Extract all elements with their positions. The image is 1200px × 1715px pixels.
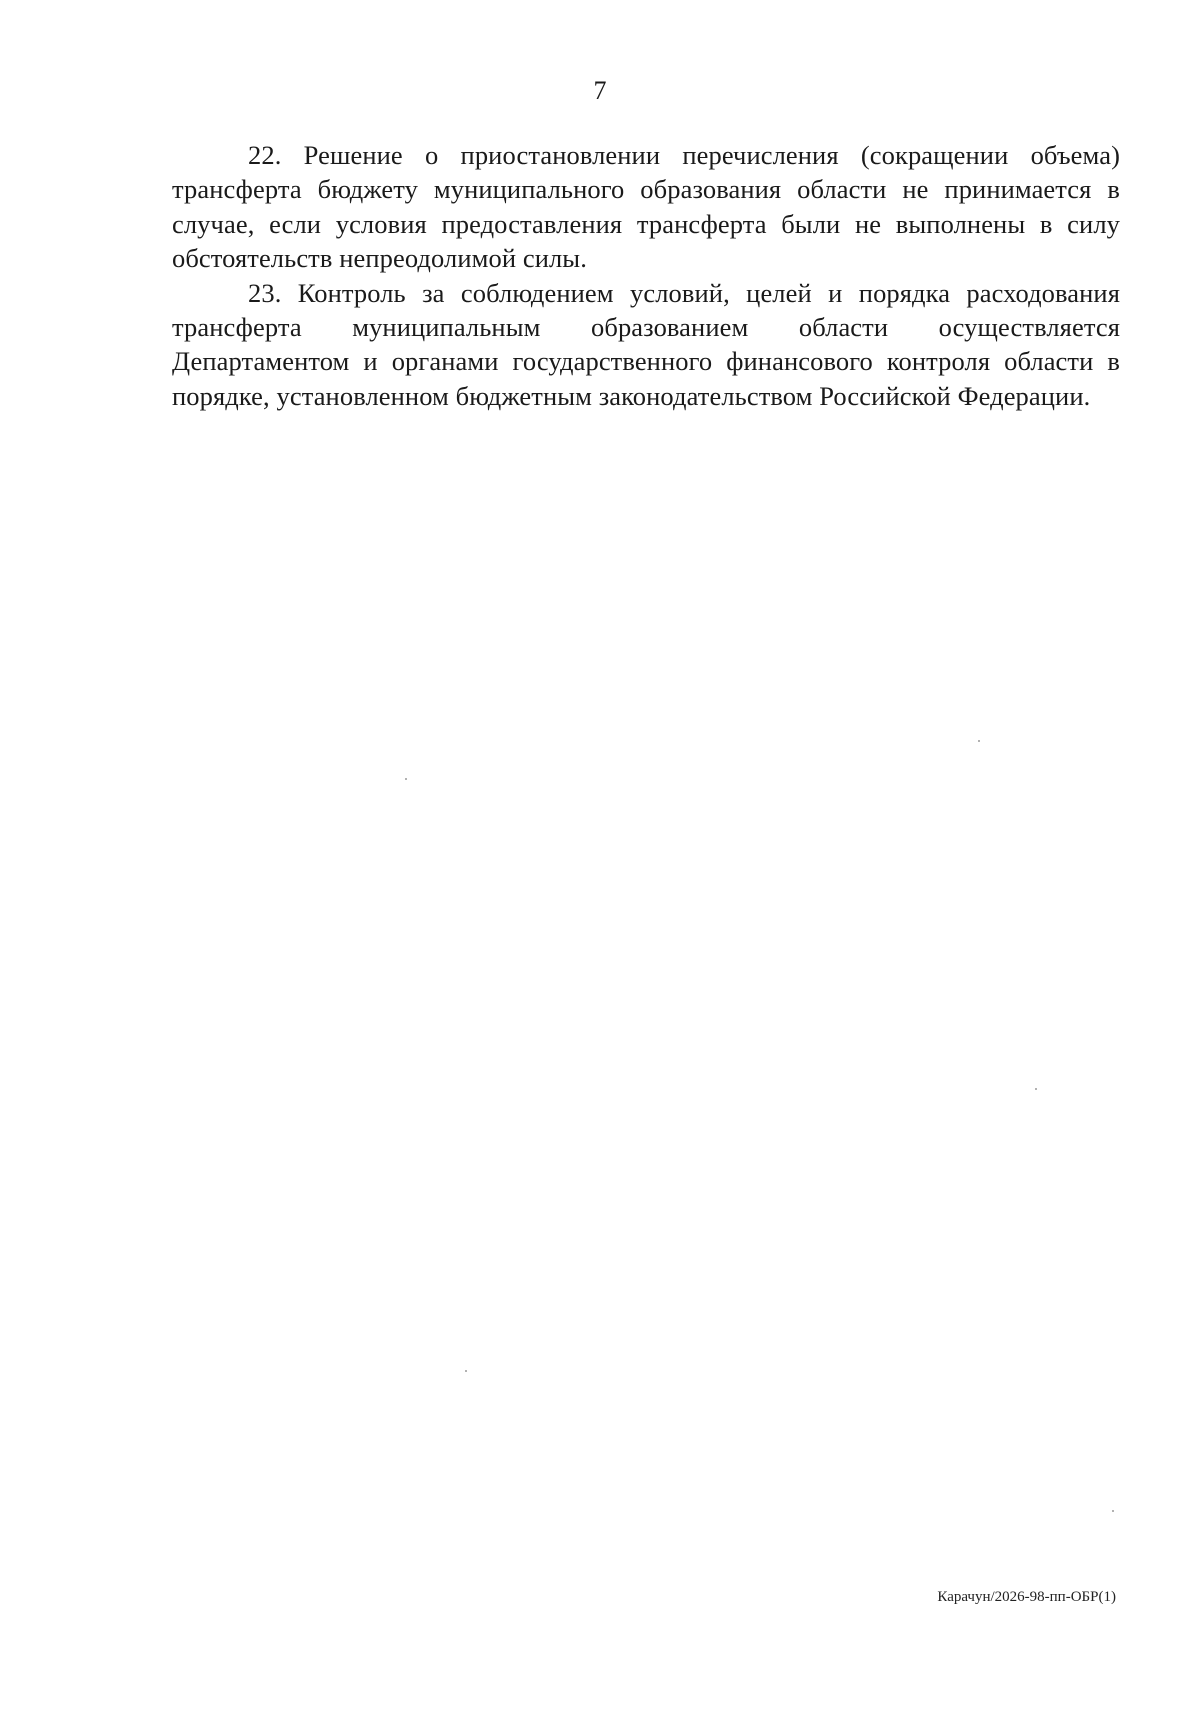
scan-speck bbox=[405, 778, 407, 780]
document-body bbox=[172, 138, 1120, 413]
scan-speck bbox=[1035, 1088, 1037, 1090]
scan-speck bbox=[1112, 1510, 1114, 1512]
scan-speck bbox=[978, 740, 980, 742]
paragraph-23: 23. Контроль за соблюдением условий, целей и порядка расходования трансферта муниципальным образованием области осуществляется Департаментом и органами государственного финансового контроля области в порядке, установленном бюджетным законодательством Российской Федерации. bbox=[172, 277, 1120, 411]
scan-speck bbox=[465, 1370, 467, 1372]
document-footer-code: Карачун/2026-98-пп-ОБР(1) bbox=[937, 1589, 1116, 1605]
paragraph-22: 22. Решение о приостановлении перечисления (сокращении объема) трансферта бюджету муниципального образования области не принимается в случае, если условия предоставления трансферта были не выполнены в силу обстоятельств непреодолимой силы. bbox=[172, 140, 1120, 274]
page-number: 7 bbox=[593, 76, 607, 105]
